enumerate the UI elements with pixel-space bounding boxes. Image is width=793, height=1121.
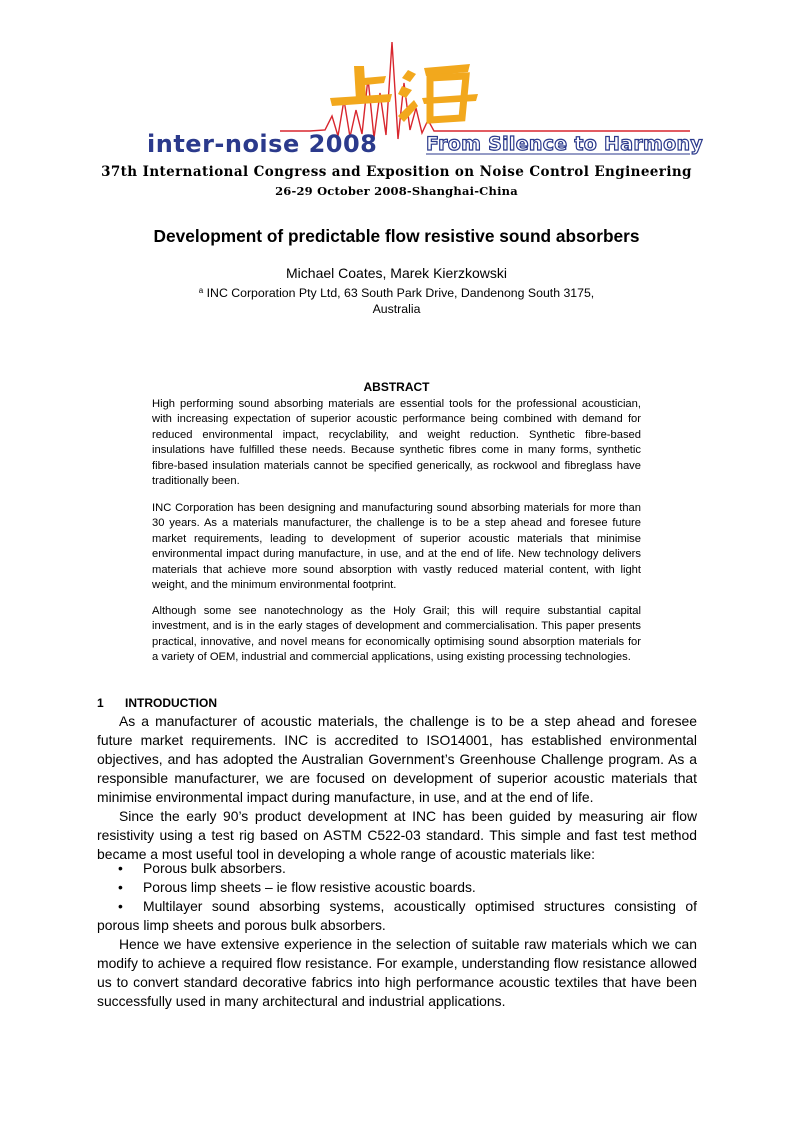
list-item xyxy=(97,897,697,935)
abstract-paragraph: High performing sound absorbing materials are essential tools for the professional acoustician, with increasing expectation of superior acoustic performance being combined with demand for reduced environmental impact, recyclability, and weight reduction. Synthetic fibre-based insulations have fulfilled these needs. Because synthetic fibres come in many forms, synthetic fibre-based insulation materials cannot be specified generically, as rockwool and fibreglass have traditionally been. xyxy=(152,398,641,488)
affiliation-line-2: Australia xyxy=(372,302,421,316)
paper-affiliation xyxy=(0,283,793,317)
bullet-icon: • xyxy=(118,898,123,914)
paper-authors: Michael Coates, Marek Kierzkowski xyxy=(286,265,507,281)
list-item-text: Porous limp sheets – ie flow resistive acoustic boards. xyxy=(143,879,476,895)
conference-slogan: From Silence to Harmony xyxy=(426,133,703,155)
body-paragraph: Since the early 90’s product development at INC has been guided by measuring air flow resistivity using a test rig based on ASTM C522-03 standard. This simple and fast test method became a most useful tool in developing a whole range of acoustic materials like: xyxy=(97,808,697,862)
list-item xyxy=(97,859,697,878)
conference-brand: inter-noise 2008 xyxy=(147,130,378,158)
bullet-icon: • xyxy=(118,879,123,895)
bullet-icon: • xyxy=(118,860,123,876)
congress-dates: 26-29 October 2008-Shanghai-China xyxy=(275,184,518,198)
body-paragraph: As a manufacturer of acoustic materials, the challenge is to be a step ahead and foresee future market requirements. INC is accredited to ISO14001, has established environmental objectives, and has adopted the Australian Government’s Greenhouse Challenge program. As a responsible manufacturer, we are focused on development of superior acoustic materials that minimise environmental impact during manufacture, in use, and at the end of life. xyxy=(97,713,697,805)
affiliation-line-1: INC Corporation Pty Ltd, 63 South Park Drive, Dandenong South 3175, xyxy=(206,286,595,300)
abstract-heading: ABSTRACT xyxy=(363,380,430,394)
congress-title: 37th International Congress and Exposition on Noise Control Engineering xyxy=(101,164,692,180)
shanghai-calligraphy-icon xyxy=(330,64,478,122)
section-title: INTRODUCTION xyxy=(125,696,217,710)
paper-title: Development of predictable flow resistive sound absorbers xyxy=(153,226,640,246)
noise-wave-graphic xyxy=(280,42,690,139)
affiliation-mark: a xyxy=(198,286,204,295)
list-item-text: Multilayer sound absorbing systems, acoustically optimised structures consisting of porous limp sheets and porous bulk absorbers. xyxy=(97,898,697,933)
section-number: 1 xyxy=(97,696,104,710)
body-paragraph: Hence we have extensive experience in the selection of suitable raw materials which we can modify to achieve a required flow resistance. For example, understanding flow resistance allowed us to convert standard decorative fabrics into high performance acoustic textiles that have been successfully used in many architectural and industrial applications. xyxy=(97,936,697,1009)
section-heading xyxy=(97,696,217,710)
list-item xyxy=(97,878,697,897)
abstract-paragraph: Although some see nanotechnology as the Holy Grail; this will require substantial capital investment, and is in the early stages of development and commercialisation. This paper presents practical, innovative, and novel means for economically optimising sound absorption materials for a variety of OEM, industrial and commercial applications, using existing processing technologies. xyxy=(152,605,641,664)
abstract-paragraph: INC Corporation has been designing and manufacturing sound absorbing materials for more than 30 years. As a materials manufacturer, the challenge is to be a step ahead and foresee future market requirements, leading to development of superior acoustic materials that minimise environmental impact during manufacture, in use, and at the end of life. New technology delivers materials that achieve more sound absorption with vastly reduced material content, with light weight, and the minimum environmental footprint. xyxy=(152,502,641,592)
list-item-text: Porous bulk absorbers. xyxy=(143,860,286,876)
